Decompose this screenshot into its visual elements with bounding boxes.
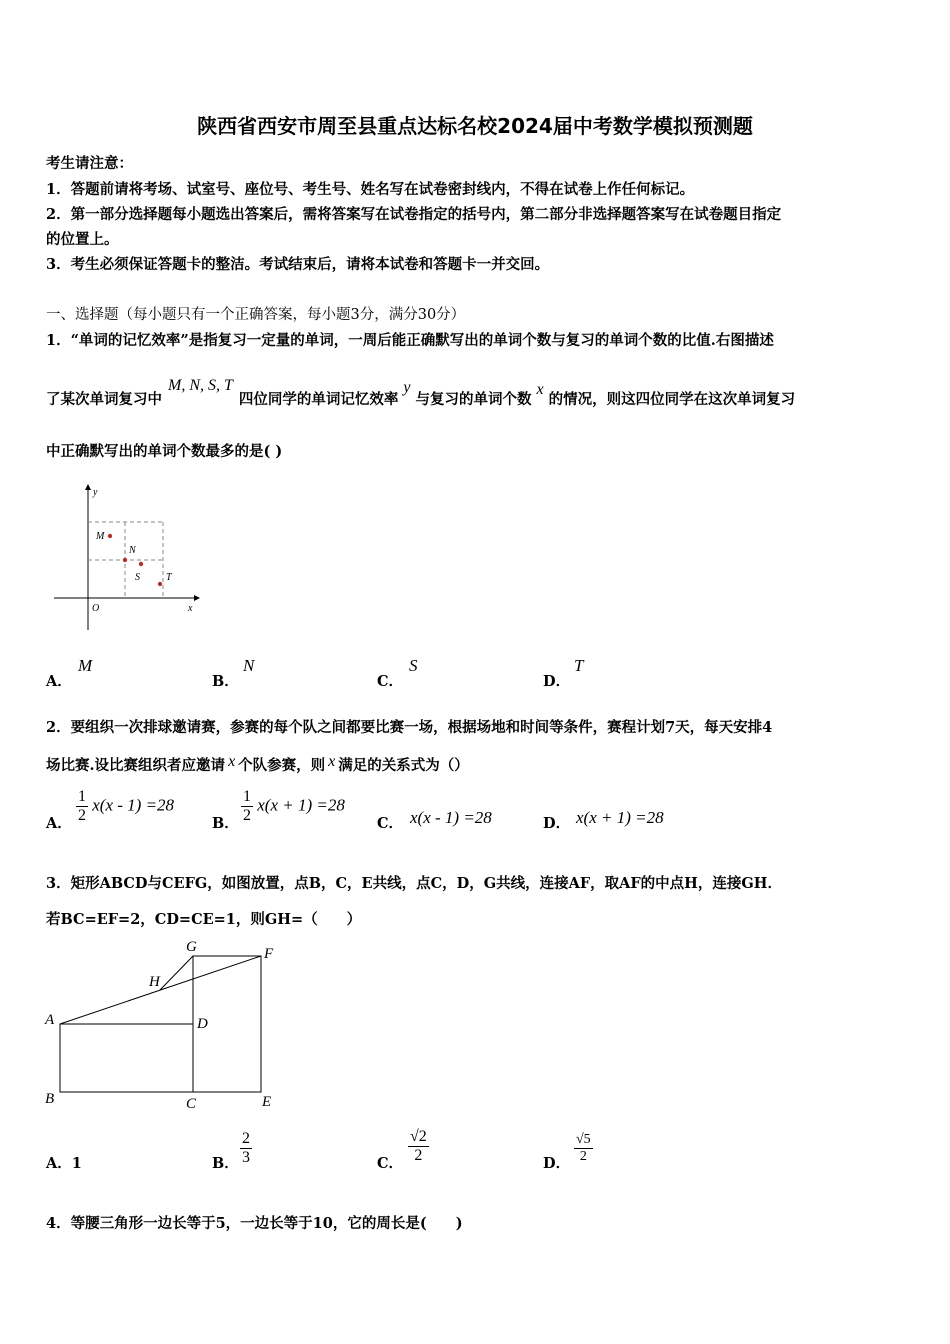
rect-abcd [60,1024,193,1092]
q1-var-x: x [536,381,544,398]
q2-option-a[interactable]: A． [46,815,72,832]
q2-option-d-value: x(x + 1) =28 [576,808,664,827]
q2-option-b[interactable]: B． [212,815,239,832]
q2-option-c-value: x(x - 1) =28 [410,808,492,827]
label-c: C [186,1096,197,1112]
q2-option-a-value [76,788,174,825]
label-e: E [262,1094,272,1110]
fraction [408,1128,429,1165]
option-label: A． [46,1155,72,1172]
expr: x(x + 1) =28 [257,795,345,815]
point-s [139,562,143,566]
q3-option-c[interactable]: C． [377,1155,404,1172]
frac-num: 1 [243,788,251,805]
q1-vars: M, N, S, T [168,377,233,394]
q2-option-c[interactable]: C． [377,815,404,832]
frac-den: 2 [414,1147,423,1164]
q2-line1: 2．要组织一次排球邀请赛，参赛的每个队之间都要比赛一场，根据场地和时间等条件，赛程计划7天，每天安排4 [46,719,773,736]
q2-text: 场比赛.设比赛组织者应邀请 [46,757,226,774]
q1-text: 与复习的单词个数 [415,391,532,408]
frac-den: 2 [78,807,86,824]
t-label: T [166,572,172,583]
q1-option-c[interactable]: C． [377,673,404,690]
q1-line2 [46,377,796,409]
expr: x(x - 1) =28 [92,795,175,815]
frac-num: 2 [242,1130,250,1147]
q1-option-b[interactable]: B． [212,673,239,690]
q1-text: 了某次单词复习中 [46,391,162,408]
x-label: x [188,603,193,614]
q1-option-a-value: M [78,656,93,675]
m-label: M [96,531,105,542]
frac-num: √2 [410,1128,427,1145]
label-f: F [264,946,274,962]
notice-item: 2．第一部分选择题每小题选出答案后，需将答案写在试卷指定的括号内，第二部分非选择题答案写在试卷题目指定 [46,206,782,223]
q3-figure [40,935,290,1115]
q2-var-x: x [328,753,336,770]
q2-var-x: x [228,753,236,770]
q1-line3: 中正确默写出的单词个数最多的是( ) [46,443,283,460]
notice-heading: 考生请注意： [46,155,133,172]
q2-line2 [46,754,469,775]
q1-text: 的情况，则这四位同学在这次单词复习 [548,391,796,408]
fraction [574,1132,593,1165]
origin-label: O [92,603,100,614]
point-n [123,558,127,562]
n-label: N [129,545,136,556]
frac-den: 3 [242,1149,250,1166]
point-m [108,534,112,538]
q2-option-d[interactable]: D． [543,815,571,832]
q1-option-b-value: N [243,656,255,675]
frac-den: 2 [579,1149,587,1164]
point-t [158,582,162,586]
fraction [240,1130,252,1167]
q1-graph [48,480,208,640]
q1-option-d[interactable]: D． [543,673,571,690]
label-d: D [197,1016,208,1032]
section-heading: 一、选择题（每小题只有一个正确答案，每小题3分，满分30分） [46,307,466,323]
label-b: B [45,1091,55,1107]
q1-var-y: y [403,379,411,396]
q3-option-d-value [574,1132,593,1165]
frac-den: 2 [243,807,251,824]
notice-item: 3．考生必须保证答题卡的整洁。考试结束后，请将本试卷和答题卡一并交回。 [46,256,550,273]
frac-num: √5 [576,1132,591,1147]
label-h: H [149,974,160,990]
q3-line1: 3．矩形ABCD与CEFG，如图放置，点B，C，E共线，点C，D，G共线，连接AF，取AF的中点H，连接GH． [46,875,782,892]
q3-option-b-value [240,1130,252,1167]
y-axis-arrow [85,484,91,490]
x-axis-arrow [194,595,200,601]
page-title: 陕西省西安市周至县重点达标名校2024届中考数学模拟预测题 [197,114,753,138]
fraction [76,788,88,825]
q2-option-b-value [241,788,345,825]
frac-num: 1 [78,788,86,805]
q1-option-d-value: T [574,656,584,675]
q1-option-a[interactable]: A． [46,673,72,690]
q3-option-a[interactable] [46,1152,82,1173]
notice-item: 的位置上。 [46,231,119,248]
q1-option-c-value: S [409,656,418,675]
q3-line2: 若BC=EF=2，CD=CE=1，则GH=（ ） [46,911,362,928]
q2-text: 满足的关系式为（） [338,757,469,774]
label-a: A [45,1012,55,1028]
q3-option-d[interactable]: D． [543,1155,571,1172]
q4-line1: 4．等腰三角形一边长等于5，一边长等于10，它的周长是( ) [46,1215,463,1232]
option-value: 1 [71,1155,82,1172]
fraction [241,788,253,825]
s-label: S [135,572,140,583]
label-g: G [186,939,197,955]
y-label: y [93,487,98,498]
notice-item: 1．答题前请将考场、试室号、座位号、考生号、姓名写在试卷密封线内，不得在试卷上作任何标记。 [46,181,695,198]
q1-text: 四位同学的单词记忆效率 [238,391,399,408]
q3-option-c-value [408,1128,429,1165]
q3-option-b[interactable]: B． [212,1155,239,1172]
q1-line1: 1．“单词的记忆效率”是指复习一定量的单词，一周后能正确默写出的单词个数与复习的单词个数的比值.右图描述 [46,332,774,349]
q2-text: 个队参赛，则 [238,757,326,774]
